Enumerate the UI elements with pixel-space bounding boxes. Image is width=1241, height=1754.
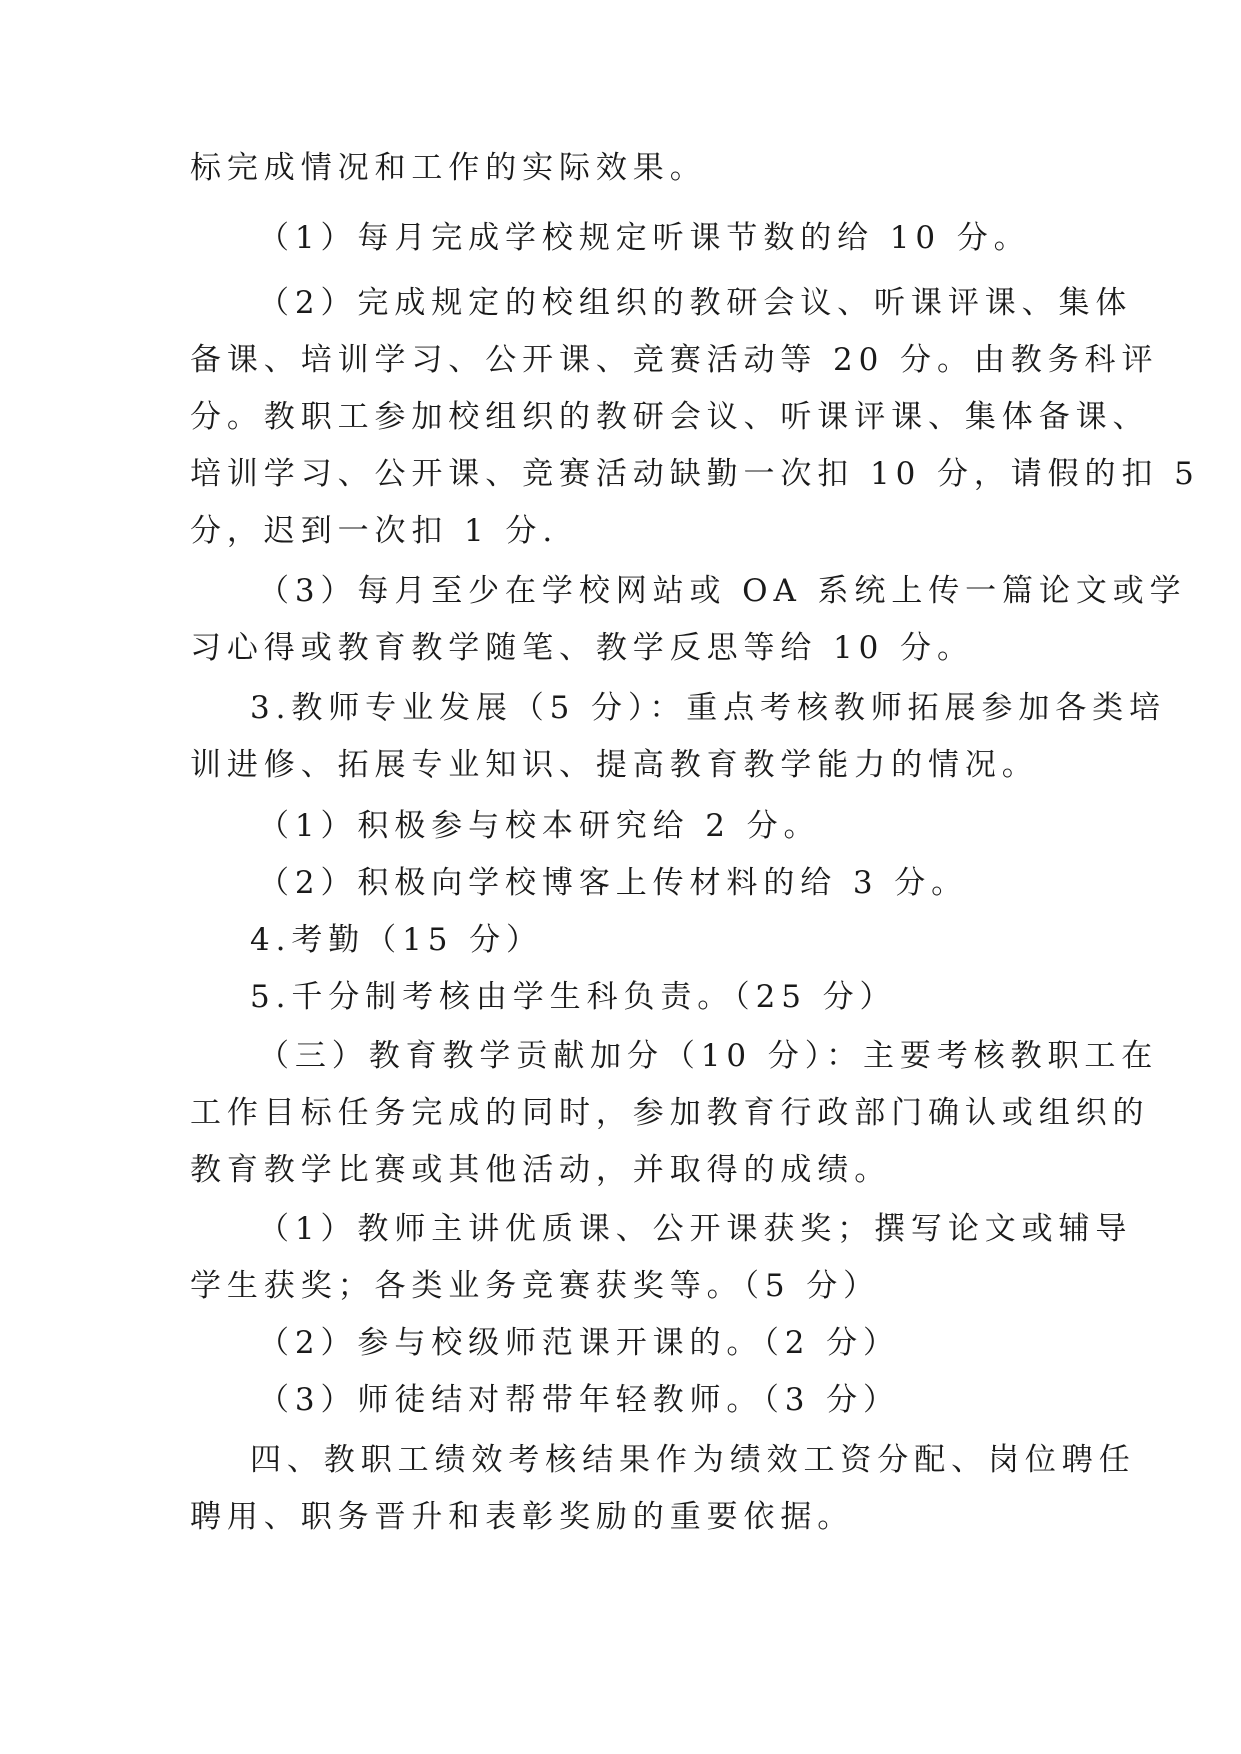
text-line: 4.考勤（15 分）	[250, 922, 543, 958]
text-line: （三）教育教学贡献加分（10 分）：主要考核教职工在	[258, 1038, 1159, 1074]
text-line: （2）参与校级师范课开课的。（2 分）	[258, 1325, 900, 1361]
text-line: 备课、培训学习、公开课、竞赛活动等 20 分。由教务科评	[190, 342, 1159, 378]
text-line: 教育教学比赛或其他活动，并取得的成绩。	[190, 1152, 892, 1188]
text-line: （1）积极参与校本研究给 2 分。	[258, 808, 821, 844]
text-line: 3.教师专业发展（5 分）：重点考核教师拓展参加各类培	[250, 690, 1166, 726]
text-line: 聘用、职务晋升和表彰奖励的重要依据。	[190, 1499, 855, 1535]
text-line: 四、教职工绩效考核结果作为绩效工资分配、岗位聘任	[250, 1442, 1136, 1478]
text-line: （2）完成规定的校组织的教研会议、听课评课、集体	[258, 285, 1133, 321]
text-line: 学生获奖；各类业务竞赛获奖等。（5 分）	[190, 1268, 881, 1304]
text-line: （1）每月完成学校规定听课节数的给 10 分。	[258, 220, 1031, 256]
text-line: 标完成情况和工作的实际效果。	[190, 150, 707, 186]
text-line: （3）师徒结对帮带年轻教师。（3 分）	[258, 1382, 900, 1418]
text-line: 分。教职工参加校组织的教研会议、听课评课、集体备课、	[190, 399, 1150, 435]
text-line: 5.千分制考核由学生科负责。（25 分）	[250, 979, 897, 1015]
text-line: 训进修、拓展专业知识、提高教育教学能力的情况。	[190, 747, 1039, 783]
text-line: 习心得或教育教学随笔、教学反思等给 10 分。	[190, 630, 974, 666]
text-line: 分，迟到一次扣 1 分.	[190, 513, 559, 549]
text-line: （2）积极向学校博客上传材料的给 3 分。	[258, 865, 969, 901]
text-line: （3）每月至少在学校网站或 OA 系统上传一篇论文或学	[258, 573, 1187, 609]
text-line: （1）教师主讲优质课、公开课获奖；撰写论文或辅导	[258, 1211, 1133, 1247]
text-line: 工作目标任务完成的同时，参加教育行政部门确认或组织的	[190, 1095, 1150, 1131]
text-line: 培训学习、公开课、竞赛活动缺勤一次扣 10 分，请假的扣 5	[190, 456, 1200, 492]
